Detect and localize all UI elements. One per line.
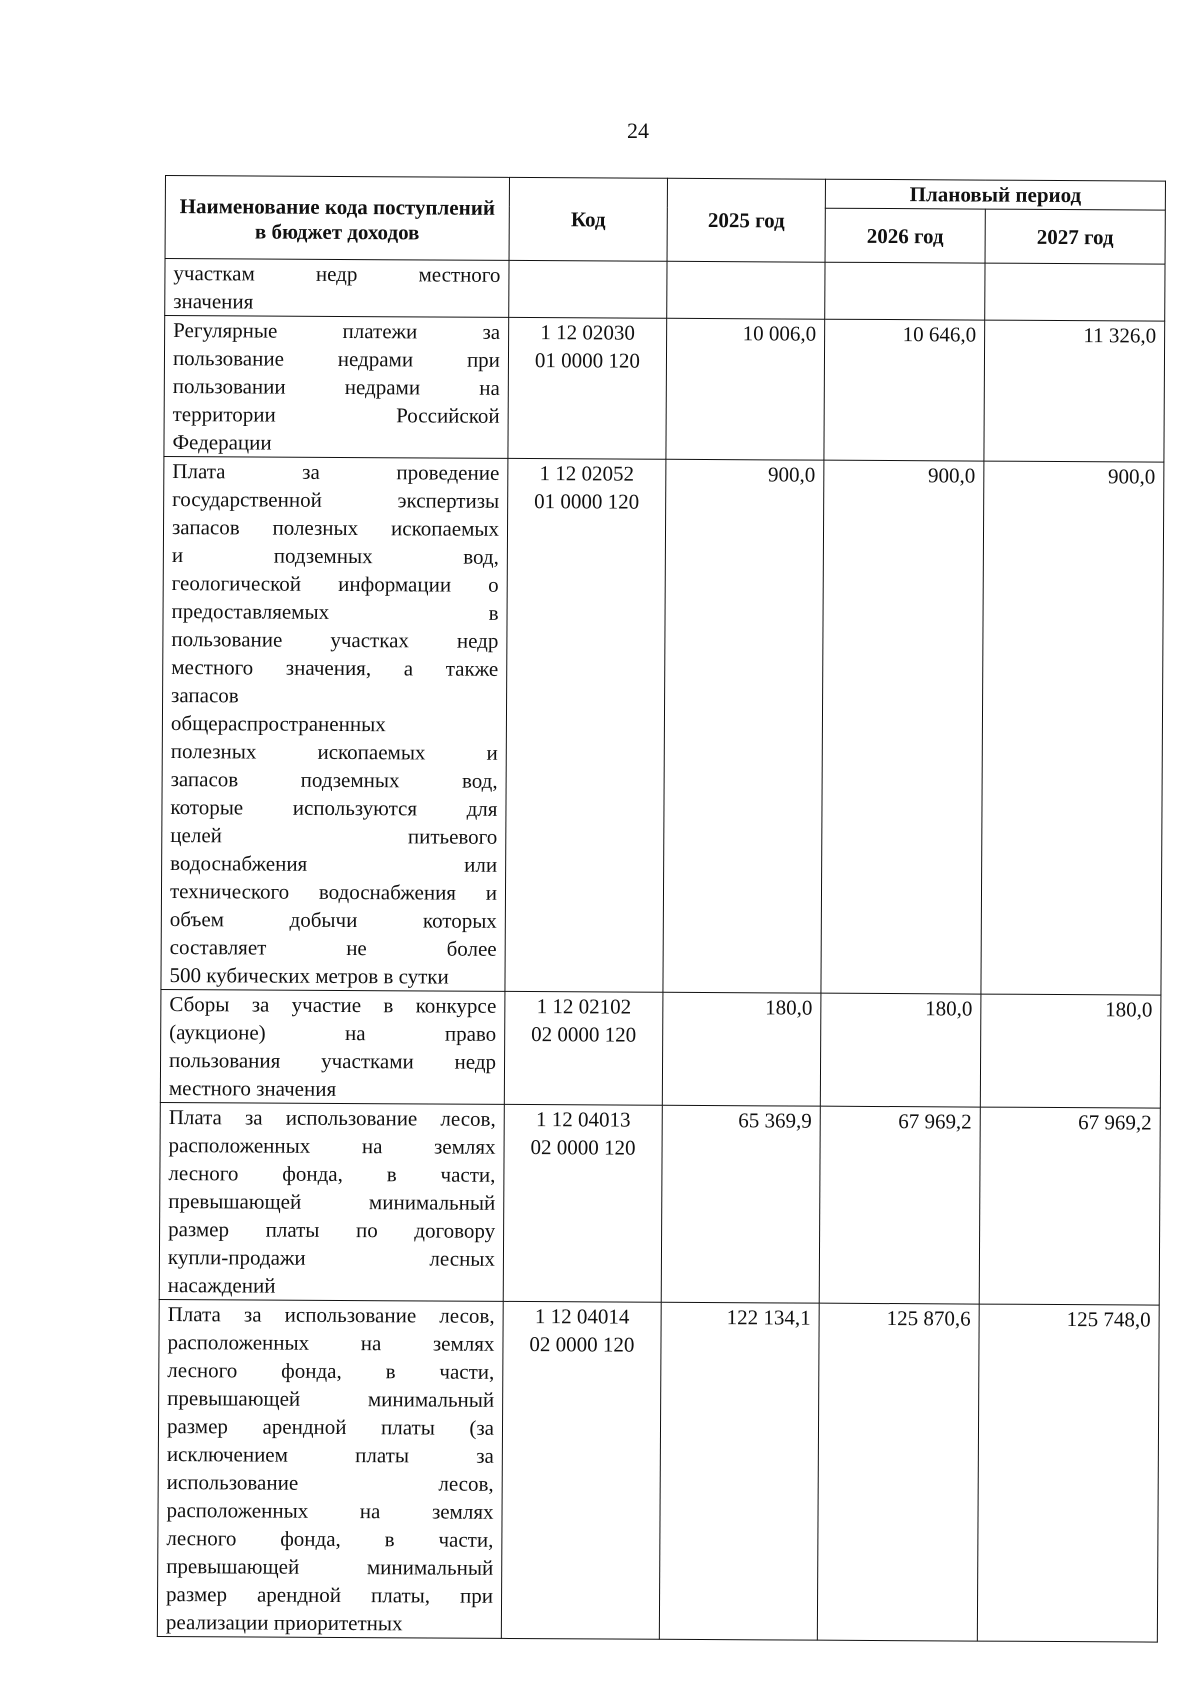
row-code-cell — [509, 260, 667, 318]
row-value-2025: 180,0 — [662, 992, 821, 1106]
row-code-line: 02 0000 120 — [529, 1332, 635, 1357]
row-name-line: Сборы за участие в конкурсе — [169, 992, 497, 1018]
row-name-line: общераспространенных — [170, 711, 386, 737]
row-code-line: 1 12 02102 — [536, 994, 632, 1019]
row-code-cell — [503, 1104, 662, 1302]
row-code-line: 02 0000 120 — [530, 1135, 636, 1160]
row-name-line: насаждений — [167, 1273, 276, 1298]
row-name-line: Плата за использование лесов, — [167, 1302, 495, 1328]
table-row — [160, 989, 1161, 1108]
row-value-2025: 10 006,0 — [666, 318, 825, 460]
header-2027: 2027 год — [985, 209, 1165, 264]
row-name-line: запасов подземных вод, — [170, 767, 498, 793]
revenue-table — [157, 175, 1166, 1643]
row-value-2026: 900,0 — [821, 460, 984, 994]
row-name-line: запасов полезных ископаемых — [171, 515, 500, 541]
header-planned-period: Плановый период — [825, 179, 1165, 210]
row-code-cell — [505, 458, 666, 992]
row-name-cell — [160, 989, 505, 1104]
row-name-line: объем добычи которых — [169, 907, 497, 933]
row-name-line: водоснабжения или — [170, 851, 498, 877]
row-name-line: размер арендной платы, при — [166, 1582, 494, 1608]
row-name-line: Плата за проведение — [172, 459, 500, 485]
row-name-line: использование лесов, — [166, 1470, 494, 1496]
row-name-line: пользование участках недр — [171, 627, 499, 653]
row-name-line: предоставляемых в — [171, 599, 499, 625]
row-name-line: 500 кубических метров в сутки — [169, 963, 449, 989]
row-value-2027: 11 326,0 — [984, 320, 1165, 462]
row-value-2026 — [825, 262, 985, 320]
row-name-line: размер платы по договору — [168, 1217, 496, 1243]
row-name-line: лесного фонда, в части, — [166, 1526, 494, 1552]
row-name-line: значения — [173, 289, 254, 314]
row-code-line: 01 0000 120 — [534, 348, 641, 373]
row-code-line: 01 0000 120 — [534, 489, 640, 514]
row-code-line: 1 12 02052 — [539, 461, 635, 486]
row-name-line: Федерации — [172, 430, 272, 455]
row-value-2025 — [667, 261, 825, 319]
row-name-line: и подземных вод, — [171, 543, 499, 569]
row-value-2026: 10 646,0 — [824, 319, 985, 461]
row-name-cell — [157, 1299, 503, 1638]
header-2025: 2025 год — [667, 178, 825, 262]
row-name-line: исключением платы за — [166, 1442, 494, 1468]
row-name-line: пользования участками недр — [168, 1048, 497, 1074]
row-name-line: геологической информации о — [171, 571, 499, 597]
row-name-line: полезных ископаемых и — [170, 739, 498, 765]
table-row — [161, 456, 1164, 995]
row-value-2027 — [985, 263, 1165, 321]
row-name-line: расположенных на землях — [168, 1133, 496, 1159]
row-code-cell — [501, 1301, 661, 1639]
row-value-2027: 180,0 — [980, 994, 1161, 1108]
row-name-line: размер арендной платы (за — [166, 1414, 495, 1440]
row-code-cell — [508, 317, 667, 459]
row-name-line: реализации приоритетных — [165, 1610, 403, 1636]
row-value-2027: 125 748,0 — [977, 1304, 1159, 1642]
row-name-line: лесного фонда, в части, — [167, 1358, 495, 1384]
row-name-line: расположенных на землях — [167, 1330, 495, 1356]
row-name-line: которые используются для — [170, 795, 498, 821]
row-code-cell — [504, 991, 663, 1105]
row-value-2026: 125 870,6 — [817, 1303, 979, 1641]
header-name: Наименование кода поступлений в бюджет доходов — [165, 176, 509, 261]
row-value-2026: 67 969,2 — [819, 1106, 980, 1304]
row-name-cell — [165, 259, 509, 318]
row-name-line: участкам недр местного — [173, 261, 501, 287]
row-name-line: (аукционе) на право — [169, 1020, 497, 1046]
row-name-line: местного значения — [168, 1076, 337, 1101]
header-code: Код — [509, 177, 667, 261]
row-name-line: Регулярные платежи за — [173, 318, 501, 344]
row-value-2025: 900,0 — [663, 459, 824, 993]
row-name-line: пользование недрами при — [172, 346, 501, 372]
row-name-line: пользовании недрами на — [172, 374, 500, 400]
row-name-line: расположенных на землях — [166, 1498, 494, 1524]
row-name-cell — [159, 1102, 504, 1301]
row-name-line: превышающей минимальный — [166, 1554, 494, 1580]
table-row — [159, 1102, 1160, 1305]
row-name-line: купли-продажи лесных — [167, 1245, 496, 1271]
row-code-line: 02 0000 120 — [531, 1022, 637, 1047]
table-row — [157, 1299, 1159, 1642]
row-value-2025: 122 134,1 — [659, 1302, 819, 1640]
row-name-line: территории Российской — [172, 402, 500, 428]
row-name-line: запасов — [171, 683, 239, 708]
row-name-line: составляет не более — [169, 935, 497, 961]
row-name-line: превышающей минимальный — [168, 1189, 496, 1215]
table-row — [165, 259, 1165, 322]
header-2026: 2026 год — [825, 208, 985, 263]
row-name-line: местного значения, а также — [171, 655, 499, 681]
row-name-line: превышающей минимальный — [167, 1386, 495, 1412]
row-value-2026: 180,0 — [820, 993, 981, 1107]
table-row — [164, 316, 1165, 463]
page-number: 24 — [627, 118, 649, 143]
row-name-line: государственной экспертизы — [172, 487, 500, 513]
row-name-line: лесного фонда, в части, — [168, 1161, 496, 1187]
row-name-cell — [161, 456, 508, 991]
row-code-line: 1 12 02030 — [540, 320, 635, 345]
revenue-table-container — [157, 175, 1166, 1643]
row-name-cell — [164, 316, 509, 459]
row-code-line: 1 12 04013 — [535, 1107, 631, 1132]
row-name-line: Плата за использование лесов, — [168, 1105, 496, 1131]
row-value-2027: 67 969,2 — [979, 1107, 1160, 1305]
table-header — [165, 176, 1165, 265]
row-code-line: 1 12 04014 — [534, 1304, 630, 1329]
row-name-line: технического водоснабжения и — [169, 879, 498, 905]
row-value-2027: 900,0 — [981, 461, 1164, 995]
row-value-2025: 65 369,9 — [661, 1105, 820, 1303]
table-body — [157, 259, 1165, 1643]
row-name-line: целей питьевого — [170, 823, 498, 849]
